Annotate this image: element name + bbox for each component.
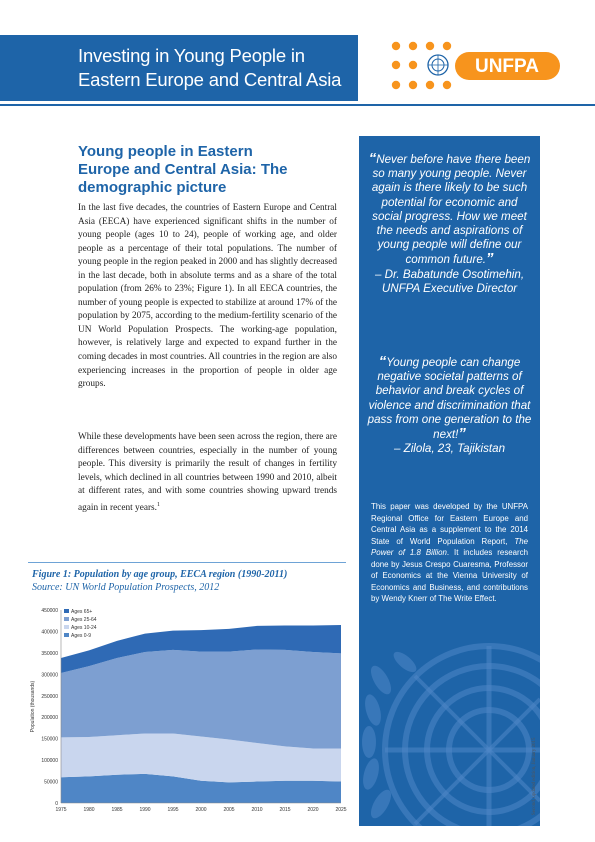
x-tick-label: 1985 — [111, 807, 123, 813]
figure-divider — [28, 562, 346, 563]
legend-swatch — [64, 617, 69, 621]
y-tick-label: 350000 — [41, 650, 58, 657]
legend-label: Ages 0-9 — [71, 633, 92, 639]
x-tick-label: 2005 — [223, 807, 235, 813]
x-tick-label: 2015 — [279, 807, 291, 813]
y-tick-label: 400000 — [41, 629, 58, 636]
x-tick-label: 1990 — [139, 807, 151, 813]
y-tick-label: 450000 — [41, 608, 58, 614]
quote-1-body: Never before have there been so many young people. Never again is there likely to be such potential for economic and social progress. How we meet the needs and aspirations of young people will define our common future. — [371, 153, 531, 267]
legend-swatch — [64, 609, 69, 613]
heading-line-2: Europe and Central Asia: The — [78, 161, 288, 178]
y-axis-label: Population (thousands) — [30, 680, 36, 733]
close-quote-icon: ” — [458, 425, 466, 443]
y-tick-label: 100000 — [41, 758, 58, 765]
y-tick-label: 300000 — [41, 672, 58, 679]
quote-1-role: UNFPA Executive Director — [381, 281, 518, 295]
body-paragraph-2 — [78, 431, 337, 515]
edition-note: Second, updated edition, January 2015 — [532, 737, 537, 815]
legend-label: Ages 25-64 — [71, 617, 97, 623]
area-series-ages-25-64 — [61, 649, 341, 748]
legend-label: Ages 65+ — [71, 609, 93, 615]
heading-line-1: Young people in Eastern — [78, 143, 253, 160]
quote-zilola — [366, 355, 533, 456]
un-emblem-icon — [428, 55, 448, 75]
x-tick-label: 2010 — [251, 807, 263, 813]
note-report-title: The Power of 1.8 Billion — [371, 536, 528, 557]
open-quote-icon: “ — [378, 353, 387, 370]
y-tick-label: 250000 — [41, 693, 58, 700]
section-heading — [78, 143, 333, 197]
logo-wordmark: UNFPA — [474, 56, 540, 77]
y-tick-label: 50000 — [44, 779, 58, 786]
title-line-2: Eastern Europe and Central Asia — [78, 69, 342, 90]
x-tick-label: 2000 — [195, 807, 207, 813]
body-paragraph-1: In the last five decades, the countries of Eastern Europe and Central Asia (EECA) have experienced significant shifts in the number of young people (ages 10 to 24), people of working age, and older people as a percentage of their total populations. The number of young people in the region peaked in 2000 and has slightly decreased in the last decade, both in absolute terms and as a share of the total population (from 26% to 23%; Figure 1). In all EECA countries, the number of young people is expected to stabilize at around 17% of the population by 2075, according to the medium-fertility scenario of the UN World Population Prospects. The working-age population, however, is relatively large and expected to expand further in the coming decades in most countries. All countries in the region are also experiencing increases in the proportion of people in older age groups. — [78, 203, 337, 390]
quote-1-author: – Dr. Babatunde Osotimehin, — [374, 267, 525, 281]
x-tick-label: 1995 — [167, 807, 179, 813]
figure-title: Figure 1: Population by age group, EECA region (1990-2011) — [32, 569, 288, 580]
heading-line-3: demographic picture — [78, 179, 227, 196]
y-tick-label: 150000 — [41, 736, 58, 743]
y-tick-label: 200000 — [41, 715, 58, 722]
publication-note — [371, 501, 528, 605]
x-tick-label: 1980 — [83, 807, 95, 813]
figure-source: Source: UN World Population Prospects, 2012 — [32, 582, 220, 593]
note-text-2: . It includes research done by Jesus Crespo Cuaresma, Professor of Economics at the Vienna University of Economics and Business, and contributions by Wendy Knerr of The Write Effect. — [371, 548, 528, 603]
unfpa-logo — [386, 39, 566, 95]
footnote-mark: 1 — [156, 501, 160, 508]
quote-2-author: – Zilola, 23, Tajikistan — [393, 442, 506, 456]
legend-swatch — [64, 633, 69, 637]
x-tick-label: 1975 — [55, 807, 67, 813]
title-line-1: Investing in Young People in — [78, 45, 305, 66]
population-area-chart — [28, 600, 350, 818]
note-text-1: This paper was developed by the UNFPA Regional Office for Eastern Europe and Central Asia as a supplement to the 2014 State of World Population Report, — [371, 502, 528, 546]
open-quote-icon: “ — [368, 150, 377, 167]
un-wreath-watermark-icon — [359, 600, 540, 826]
header-rule — [0, 104, 595, 106]
dot-grid-icon — [392, 42, 451, 89]
legend-swatch — [64, 625, 69, 629]
quote-osotimehin — [366, 152, 533, 296]
page-title — [78, 44, 341, 92]
legend-label: Ages 10-24 — [71, 625, 97, 631]
x-tick-label: 2025 — [335, 807, 347, 813]
close-quote-icon: ” — [486, 250, 494, 268]
quote-2-body: Young people can change negative societal patterns of behavior and break cycles of violence and discrimination that pass from one generation to the next! — [367, 356, 532, 442]
y-tick-label: 0 — [55, 801, 58, 807]
quote-1-text — [366, 152, 533, 268]
x-tick-label: 2020 — [307, 807, 319, 813]
paragraph-2-text: While these developments have been seen across the region, there are differences between countries, especially in the number of young people. This diversity is primarily the result of changes in fertility levels, which declined in all countries between 1990 and 2010, albeit at different rates, and with some countries showing upward trends again in recent years. — [78, 432, 337, 513]
quote-2-text — [366, 355, 533, 442]
